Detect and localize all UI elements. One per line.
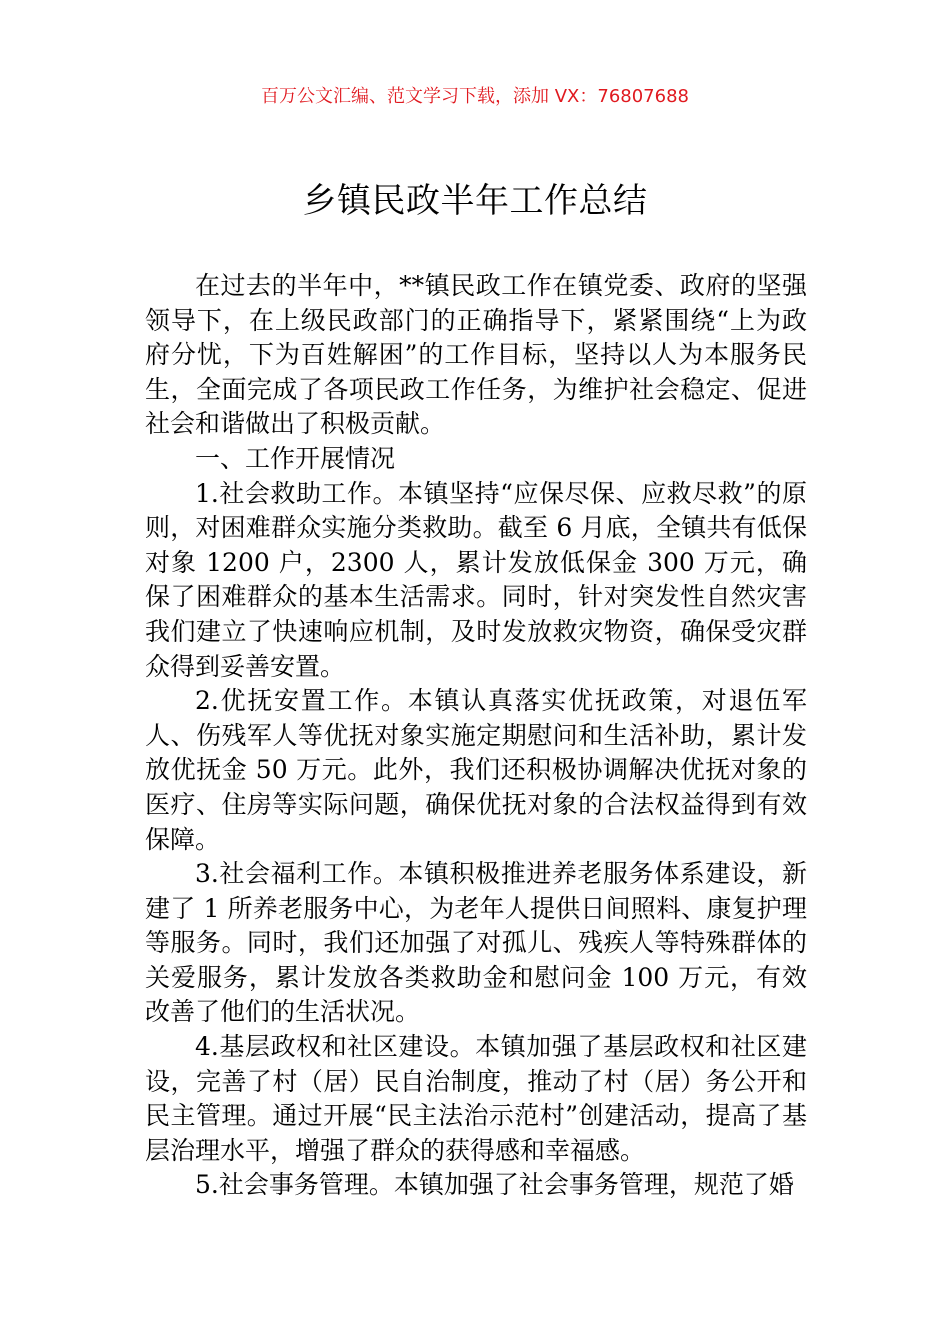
document-title: 乡镇民政半年工作总结 (302, 181, 648, 221)
paragraph-preferential-care: 2.优抚安置工作。本镇认真落实优抚政策，对退伍军人、伤残军人等优抚对象实施定期慰问和生活补助，累计发放优抚金 50 万元。此外，我们还积极协调解决优抚对象的医疗、住房等实际问题，确保优抚对象的合法权益得到有效保障。 (145, 686, 807, 854)
paragraph-social-welfare: 3.社会福利工作。本镇积极推进养老服务体系建设，新建了 1 所养老服务中心，为老年人提供日间照料、康复护理等服务。同时，我们还加强了对孤儿、残疾人等特殊群体的关爱服务，累计发放各类救助金和慰问金 100 万元，有效改善了他们的生活状况。 (145, 859, 807, 1027)
paragraph-intro: 在过去的半年中，**镇民政工作在镇党委、政府的坚强领导下，在上级民政部门的正确指导下，紧紧围绕“上为政府分忧，下为百姓解困”的工作目标，坚持以人为本服务民生，全面完成了各项民政工作任务，为维护社会稳定、促进社会和谐做出了积极贡献。 (145, 271, 807, 439)
section-heading-work-status: 一、工作开展情况 (195, 443, 396, 473)
document-body (145, 269, 807, 1203)
header-download-note: 百万公文汇编、范文学习下载，添加 VX：76807688 (261, 86, 689, 107)
paragraph-social-affairs: 5.社会事务管理。本镇加强了社会事务管理，规范了婚 (195, 1170, 794, 1200)
paragraph-social-assistance: 1.社会救助工作。本镇坚持“应保尽保、应救尽救”的原则，对困难群众实施分类救助。截至 6 月底，全镇共有低保对象 1200 户，2300 人，累计发放低保金 300 万元，确保了困难群众的基本生活需求。同时，针对突发性自然灾害我们建立了快速响应机制，及时发放救灾物资，确保受灾群众得到妥善安置。 (145, 478, 807, 681)
paragraph-grassroots-community: 4.基层政权和社区建设。本镇加强了基层政权和社区建设，完善了村（居）民自治制度，推动了村（居）务公开和民主管理。通过开展“民主法治示范村”创建活动，提高了基层治理水平，增强了群众的获得感和幸福感。 (145, 1032, 807, 1165)
